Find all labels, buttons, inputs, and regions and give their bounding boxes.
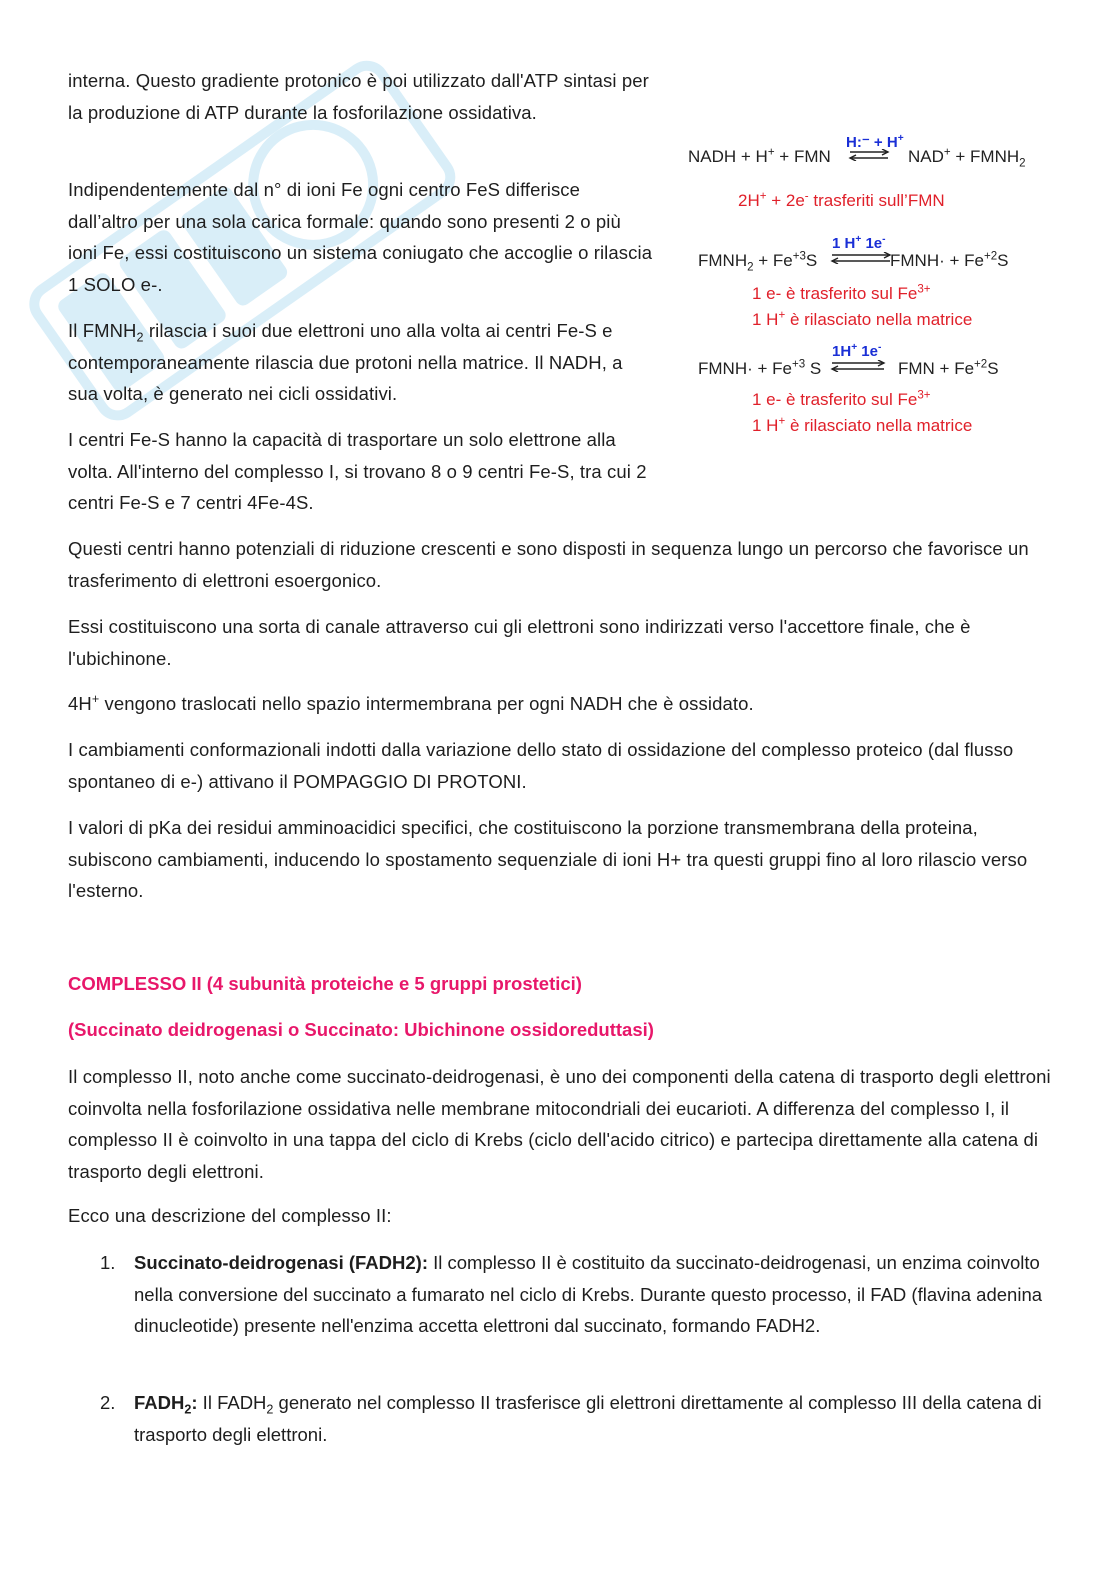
paragraph-fes-charge: Indipendentemente dal n° di ioni Fe ogni centro FeS differisce dall’altro per una sola carica formale: quando sono presenti 2 o più ioni Fe, essi costituiscono un sistema coniugato che accoglie o rilascia 1 SOLO e-.	[68, 179, 653, 295]
list-item-number: 1.	[100, 1252, 116, 1273]
scheme-r2-right: FMNH· + $Fe^{+2}S$	[890, 250, 1009, 270]
list-item	[100, 1247, 1050, 1342]
scheme-r3-note-electron: 1 e- è trasferito sul $Fe^{3+}$	[752, 389, 931, 409]
heading-complex-ii-subtitle: (Succinato deidrogenasi o Succinato: Ubichinone ossidoreduttasi)	[68, 1019, 654, 1040]
list-item-number: 2.	[100, 1392, 116, 1413]
list-item-text: Il complesso II è costituito da succinato-deidrogenasi, un enzima coinvolto nella conversione del succinato a fumarato nel ciclo di Krebs. Durante questo processo, il FAD (flavina adenina dinucleotide) presente nell'enzima accetta elettroni dal succinato, formando FADH2.	[134, 1252, 1043, 1336]
scheme-r3-left: FMNH· + $Fe^{+3}$ S	[698, 358, 822, 378]
scheme-r3-note-proton: 1 H+ è rilasciato nella matrice	[752, 415, 973, 435]
heading-complex-ii: COMPLESSO II (4 subunità proteiche e 5 gruppi prostetici)	[68, 973, 582, 994]
paragraph-proton-pumping: I cambiamenti conformazionali indotti dalla variazione dello stato di ossidazione del complesso proteico (dal flusso spontaneo di e-) attivano il POMPAGGIO DI PROTONI.	[68, 739, 1014, 792]
list-item	[100, 1387, 1050, 1450]
paragraph-complex-ii-description: Ecco una descrizione del complesso II:	[68, 1205, 392, 1226]
scheme-r3-equilibrium-arrow	[830, 360, 886, 372]
scheme-r1-arrow-label: H:⁻ + H+	[846, 133, 904, 151]
scheme-r2-note-proton: 1 H+ è rilasciato nella matrice	[752, 309, 973, 329]
scheme-r1-equilibrium-arrow	[848, 149, 890, 161]
paragraph-electron-channel: Essi costituiscono una sorta di canale attraverso cui gli elettroni sono indirizzati verso l'accettore finale, che è l'ubichinone.	[68, 616, 971, 669]
paragraph-fes-centers: I centri Fe-S hanno la capacità di trasportare un solo elettrone alla volta. All'interno del complesso I, si trovano 8 o 9 centri Fe-S, tra cui 2 centri Fe-S e 7 centri 4Fe-4S.	[68, 429, 647, 513]
paragraph-pka-residues: I valori di pKa dei residui amminoacidici specifici, che costituiscono la porzione transmembrana della proteina, subiscono cambiamenti, inducendo lo spostamento sequenziale di ioni H+ tra questi gruppi fino al loro rilascio verso l'esterno.	[68, 817, 1028, 901]
list-item-term: $FADH_2$:	[134, 1392, 198, 1417]
scheme-r3-right: FMN + $Fe^{+2}S$	[898, 358, 999, 378]
paragraph-atp-gradient: interna. Questo gradiente protonico è poi utilizzato dall'ATP sintasi per la produzione di ATP durante la fosforilazione ossidativa.	[68, 70, 649, 123]
paragraph-reduction-potentials: Questi centri hanno potenziali di riduzione crescenti e sono disposti in sequenza lungo un percorso che favorisce un trasferimento di elettroni esoergonico.	[68, 538, 1029, 591]
scheme-r3-arrow-label: 1H+ 1e-	[832, 342, 882, 360]
scheme-r2-arrow-label: 1 H+ 1e-	[832, 234, 886, 252]
scheme-r1-note: 2H+ + 2e- trasferiti sull’FMN	[738, 190, 945, 210]
scheme-r2-note-electron: 1 e- è trasferito sul $Fe^{3+}$	[752, 283, 931, 303]
scheme-r2-left: $FMNH_2 + Fe^{+3}S$	[698, 250, 818, 274]
redox-scheme	[680, 125, 1080, 455]
list-item-text: Il $FADH_2$ generato nel complesso II trasferisce gli elettroni direttamente al complesso III della catena di trasporto degli elettroni.	[134, 1392, 1042, 1445]
paragraph-fmnh2: Il $FMNH_2$ rilascia i suoi due elettroni uno alla volta ai centri Fe-S e contemporaneamente rilascia due protoni nella matrice. Il NADH, a sua volta, è generato nei cicli ossidativi.	[68, 320, 623, 404]
scheme-r2-equilibrium-arrow	[830, 252, 892, 264]
list-item-term: Succinato-deidrogenasi (FADH2):	[134, 1252, 428, 1273]
paragraph-complex-ii-intro: Il complesso II, noto anche come succinato-deidrogenasi, è uno dei componenti della catena di trasporto degli elettroni coinvolta nella fosforilazione ossidativa nelle membrane mitocondriali dei eucarioti. A differenza del complesso I, il complesso II è coinvolto in una tappa del ciclo di Krebs (ciclo dell'acido citrico) e partecipa direttamente alla catena di trasporto degli elettroni.	[68, 1066, 1051, 1182]
scheme-r1-left: NADH + H+ + FMN	[688, 146, 831, 166]
scheme-r1-right: $NAD^+ + FMNH_2$	[908, 146, 1026, 170]
paragraph-proton-translocation: 4H+ vengono traslocati nello spazio intermembrana per ogni NADH che è ossidato.	[68, 691, 754, 714]
